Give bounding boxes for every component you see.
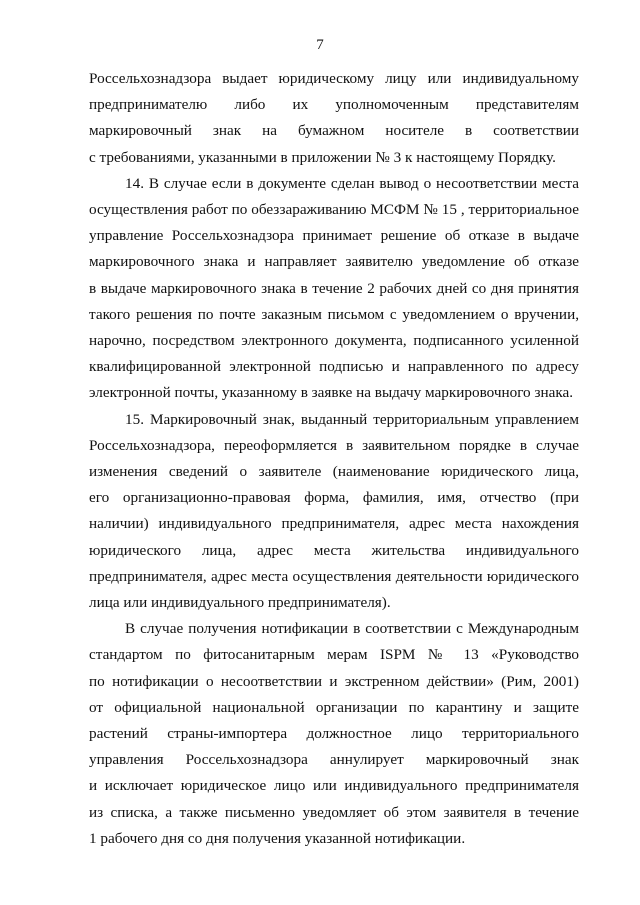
text-line: Россельхознадзора, переоформляется в заявительном порядке в случае (89, 436, 579, 454)
text-line: квалифицированной электронной подписью и направленного по адресу (89, 358, 579, 376)
text-line: изменения сведений о заявителе (наименование юридического лица, (89, 463, 579, 481)
text-line: растений страны-импортера должностное лицо территориального (89, 725, 579, 743)
text-line: предпринимателю либо их уполномоченным представителям (89, 96, 579, 114)
text-line: управление Россельхознадзора принимает решение об отказе в выдаче (89, 227, 579, 245)
text-line: 14. В случае если в документе сделан вывод о несоответствии места (125, 174, 579, 192)
text-line: стандартом по фитосанитарным мерам ISPM № 13 «Руководство (89, 646, 579, 664)
text-line: юридического лица, адрес места жительства индивидуального (89, 541, 579, 559)
text-line: из списка, а также письменно уведомляет об этом заявителя в течение (89, 803, 579, 821)
text-line: маркировочного знака и направляет заявителю уведомление об отказе (89, 253, 579, 271)
text-line: с требованиями, указанными в приложении № 3 к настоящему Порядку. (89, 148, 556, 166)
text-line: 15. Маркировочный знак, выданный территориальным управлением (125, 410, 579, 428)
page-number: 7 (316, 37, 324, 53)
paragraph-15 (89, 407, 579, 617)
document-body (89, 66, 579, 852)
text-line: от официальной национальной организации по карантину и защите (89, 698, 579, 716)
text-line: маркировочный знак на бумажном носителе в соответствии (89, 122, 579, 140)
text-line: лица или индивидуального предпринимателя). (89, 594, 391, 612)
text-line: 1 рабочего дня со дня получения указанной нотификации. (89, 829, 466, 847)
text-line: электронной почты, указанному в заявке на выдачу маркировочного знака. (89, 384, 574, 402)
text-line: предпринимателя, адрес места осуществления деятельности юридического (89, 567, 579, 585)
text-line: управления Россельхознадзора аннулирует маркировочный знак (89, 751, 579, 769)
paragraph-continuation (89, 66, 579, 171)
text-line: наличии) индивидуального предпринимателя, адрес места нахождения (89, 515, 579, 533)
text-line: в выдаче маркировочного знака в течение 2 рабочих дней со дня принятия (89, 279, 579, 297)
text-line: Россельхознадзора выдает юридическому лицу или индивидуальному (89, 70, 579, 87)
text-line: его организационно-правовая форма, фамилия, имя, отчество (при (89, 489, 579, 507)
text-line: осуществления работ по обеззараживанию МСФМ № 15 , территориальное (89, 201, 579, 219)
text-line: такого решения по почте заказным письмом с уведомлением о вручении, (89, 305, 579, 323)
text-line: нарочно, посредством электронного документа, подписанного усиленной (89, 332, 579, 350)
text-line: и исключает юридическое лицо или индивидуального предпринимателя (89, 777, 579, 795)
text-line: В случае получения нотификации в соответствии с Международным (125, 620, 579, 638)
text-line: по нотификации о несоответствии и экстренном действии» (Рим, 2001) (89, 672, 579, 690)
paragraph-notification (89, 616, 579, 852)
paragraph-14 (89, 171, 579, 407)
